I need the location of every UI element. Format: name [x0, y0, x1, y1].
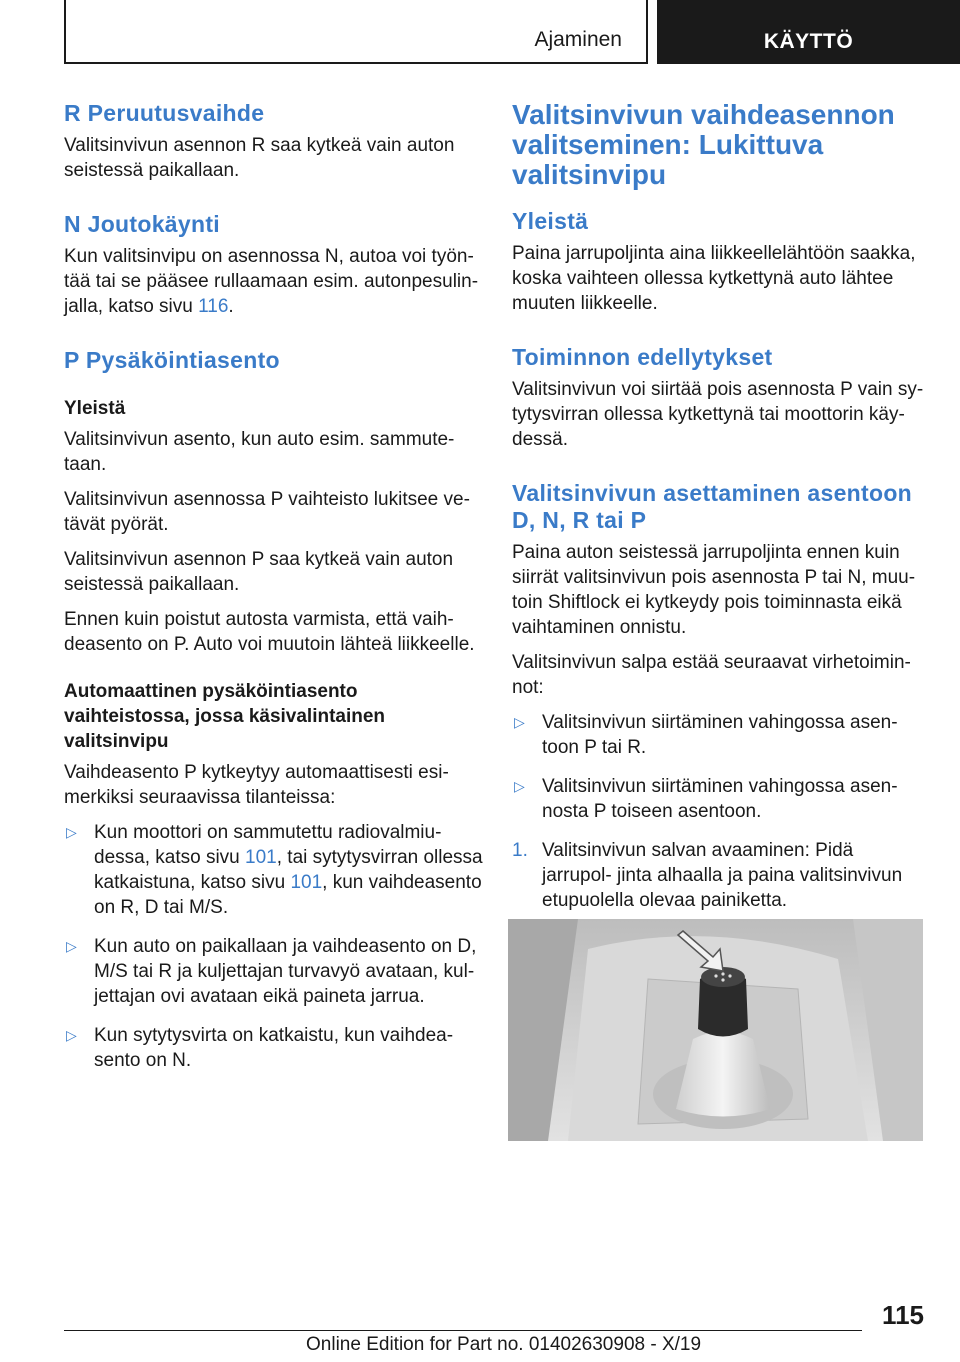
conditions-heading: Toiminnon edellytykset [512, 344, 773, 370]
n-neutral-text-end: . [228, 296, 234, 317]
step-number: 1. [512, 840, 528, 861]
page-link-116[interactable]: 116 [198, 296, 229, 317]
list-item [512, 710, 926, 760]
p-park-subheading: Yleistä [64, 398, 126, 419]
right-column [512, 100, 926, 927]
bullet-text: Kun moottori on sammutettu radiovalmiu- dessa, katso sivu [94, 822, 442, 868]
step-text: Valitsinvivun salvan avaaminen: Pidä jarrupol- jinta alhaalla ja paina valitsinvivun etupuolella olevaa painiketta. [542, 840, 903, 911]
list-item [64, 1023, 484, 1073]
triangle-bullet-icon: ▷ [66, 824, 77, 840]
page-link-101[interactable]: 101 [245, 847, 277, 868]
header-chapter-tab [657, 0, 960, 64]
page-link-101[interactable]: 101 [290, 872, 323, 893]
bullet-text: Kun sytytysvirta on katkaistu, kun vaihdea- sento on N. [94, 1025, 454, 1071]
triangle-bullet-icon: ▷ [514, 778, 525, 794]
p-park-paragraph-4: Ennen kuin poistut autosta varmista, että vaih- deasento on P. Auto voi muutoin lähteä liikkeelle. [64, 609, 475, 655]
p-park-paragraph-1: Valitsinvivun asento, kun auto esim. sammute- taan. [64, 429, 455, 475]
triangle-bullet-icon: ▷ [66, 1027, 77, 1043]
triangle-bullet-icon: ▷ [66, 938, 77, 954]
p-park-paragraph-2: Valitsinvivun asennossa P vaihteisto lukitsee ve- tävät pyörät. [64, 489, 470, 535]
bullet-text: Kun auto on paikallaan ja vaihdeasento on D, M/S tai R ja kuljettajan turvavyö avataan, kul- jettajan ovi avataan eikä paineta jarrua. [94, 936, 477, 1007]
auto-park-text: Vaihdeasento P kytkeytyy automaattisesti esi- merkiksi seuraavissa tilanteissa: [64, 762, 449, 808]
r-reverse-heading: R Peruutusvaihde [64, 100, 265, 126]
gear-selector-drawing [508, 919, 923, 1141]
r-reverse-text: Valitsinvivun asennon R saa kytkeä vain auton seistessä paikallaan. [64, 135, 455, 181]
gear-selector-illustration [508, 919, 923, 1141]
auto-park-heading: Automaattinen pysäköintiasento vaihteistossa, jossa käsivalintainen valitsinvipu [64, 681, 386, 752]
n-neutral-heading: N Joutokäynti [64, 211, 220, 237]
set-position-text-1: Paina auton seistessä jarrupoljinta ennen kuin siirrät valitsinvivun pois asennosta P tai N, muu- toin Shiftlock ei kytkeydy pois toiminnasta eikä vaihtaminen onnistu. [512, 542, 916, 638]
p-park-paragraph-3: Valitsinvivun asennon P saa kytkeä vain auton seistessä paikallaan. [64, 549, 454, 595]
set-position-heading: Valitsinvivun asettaminen asentoon D, N, R tai P [512, 480, 913, 533]
general-heading: Yleistä [512, 208, 589, 234]
n-neutral-text-part: Kun valitsinvipu on asennossa N, autoa voi työn- tää tai se pääsee rullaamaan esim. autonpesulin- jalla, katso sivu [64, 246, 479, 317]
left-column [64, 100, 484, 1087]
header-chapter-label: KÄYTTÖ [763, 30, 854, 53]
header-section-label: Ajaminen [534, 28, 622, 51]
p-park-heading: P Pysäköintiasento [64, 347, 280, 373]
header-section-box [64, 0, 648, 64]
footer-divider [64, 1330, 862, 1331]
list-item [512, 838, 926, 913]
bullet-text: Valitsinvivun siirtäminen vahingossa asen- toon P tai R. [542, 712, 898, 758]
bullet-text: Valitsinvivun siirtäminen vahingossa asen- nosta P toiseen asentoon. [542, 776, 898, 822]
list-item [64, 934, 484, 1009]
bullet-text: , tai sytytysvirran ollessa katkaistuna, katso sivu [94, 847, 483, 893]
list-item [64, 820, 484, 920]
selector-lever-main-heading: Valitsinvivun vaihdeasennon valitseminen: Lukittuva valitsinvipu [512, 99, 895, 190]
lock-bullet-list [512, 710, 926, 913]
triangle-bullet-icon: ▷ [514, 714, 525, 730]
n-neutral-text [64, 244, 484, 319]
page-number: 115 [882, 1300, 924, 1330]
set-position-text-2: Valitsinvivun salpa estää seuraavat virhetoimin- not: [512, 652, 911, 698]
edition-footer: Online Edition for Part no. 01402630908 - X/19 [306, 1334, 702, 1355]
conditions-text: Valitsinvivun voi siirtää pois asennosta P vain sy- tytysvirran ollessa kytkettynä tai moottorin käy- dessä. [512, 379, 924, 450]
list-item [512, 774, 926, 824]
general-text: Paina jarrupoljinta aina liikkeellelähtöön saakka, koska vaihteen ollessa kytkettynä auto lähtee muuten liikkeelle. [512, 243, 916, 314]
auto-park-bullet-list [64, 820, 484, 1073]
bullet-text: , kun vaihdeasento on R, D tai M/S. [94, 872, 482, 918]
